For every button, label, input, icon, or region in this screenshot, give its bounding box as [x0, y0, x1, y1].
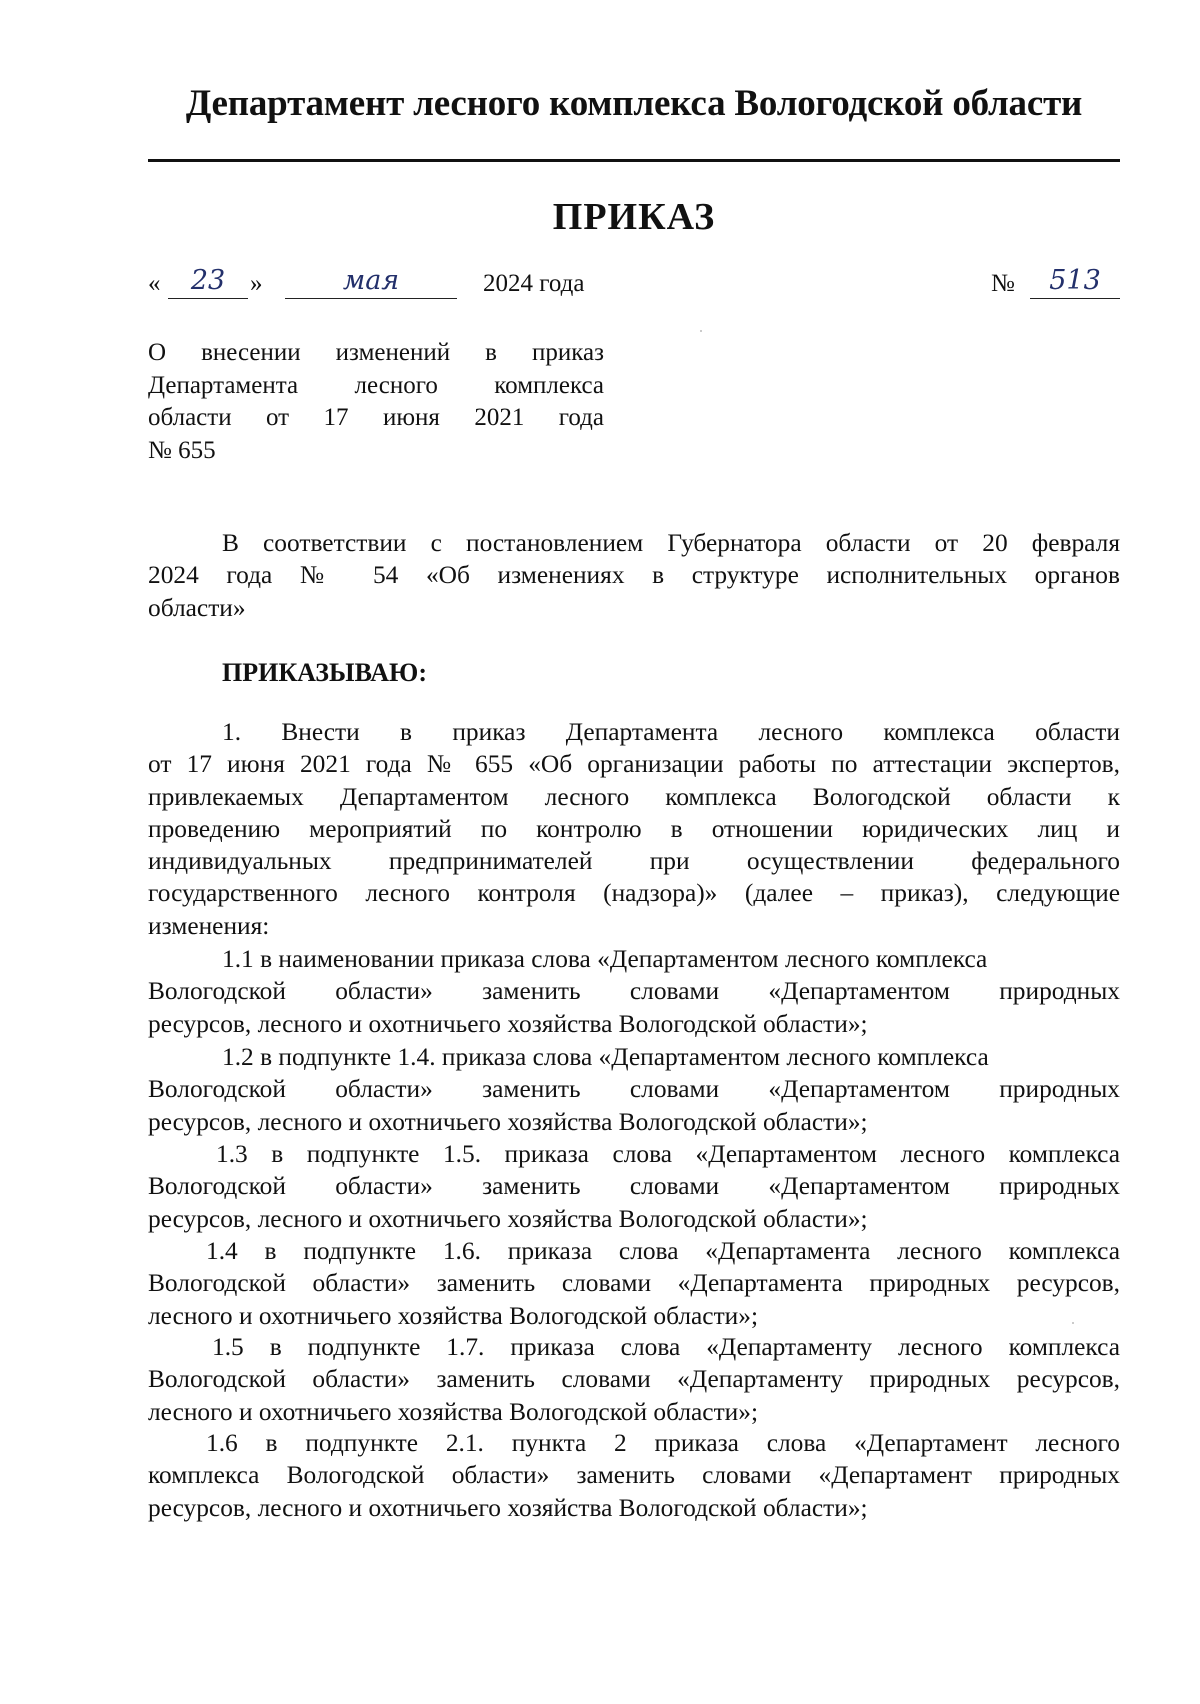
- date-open-quote: «: [148, 270, 161, 297]
- scan-speck: [1072, 1322, 1074, 1324]
- preamble-line: 2024 года № 54 «Об изменениях в структуре исполнительных органов: [148, 561, 1120, 590]
- item-line: Вологодской области» заменить словами «Департаменту природных ресурсов,: [148, 1365, 1120, 1394]
- order-item-1-4: [148, 1235, 1120, 1332]
- item-line: ресурсов, лесного и охотничьего хозяйства Вологодской области»;: [148, 1493, 868, 1522]
- order-item-1-5: [148, 1331, 1120, 1428]
- date-year: 2024 года: [483, 270, 585, 297]
- item-line: ресурсов, лесного и охотничьего хозяйства Вологодской области»;: [148, 1009, 868, 1038]
- item-line: привлекаемых Департаментом лесного комплекса Вологодской области к: [148, 782, 1120, 811]
- item-line: Вологодской области» заменить словами «Департаментом природных: [148, 1172, 1120, 1201]
- date-day-field: [168, 262, 248, 299]
- item-line: Вологодской области» заменить словами «Департаментом природных: [148, 1075, 1120, 1104]
- number-field: [1030, 262, 1120, 299]
- number-sign: №: [991, 270, 1015, 297]
- item-line: проведению мероприятий по контролю в отношении юридических лиц и: [148, 814, 1120, 843]
- order-directive: ПРИКАЗЫВАЮ:: [222, 658, 427, 687]
- subject-block: [148, 337, 604, 467]
- item-line: лесного и охотничьего хозяйства Вологодской области»;: [148, 1301, 759, 1330]
- item-line: 1.6 в подпункте 2.1. пункта 2 приказа слова «Департамент лесного: [206, 1429, 1120, 1457]
- item-line: 1.2 в подпункте 1.4. приказа слова «Департаментом лесного комплекса: [222, 1043, 989, 1071]
- item-line: Вологодской области» заменить словами «Департамента природных ресурсов,: [148, 1269, 1120, 1298]
- item-line: государственного лесного контроля (надзора)» (далее – приказ), следующие: [148, 879, 1120, 908]
- subject-line: О внесении изменений в приказ: [148, 339, 604, 366]
- item-line: 1.4 в подпункте 1.6. приказа слова «Департамента лесного комплекса: [206, 1237, 1120, 1265]
- item-line: комплекса Вологодской области» заменить словами «Департамент природных: [148, 1461, 1120, 1490]
- item-line: ресурсов, лесного и охотничьего хозяйства Вологодской области»;: [148, 1204, 868, 1233]
- date-month-field: [285, 262, 457, 299]
- order-item-1: [148, 716, 1120, 942]
- item-line: индивидуальных предпринимателей при осуществлении федерального: [148, 847, 1120, 876]
- header-rule: [148, 159, 1120, 162]
- order-item-1-2: [148, 1041, 1120, 1138]
- date-day-handwritten: 23: [190, 265, 226, 296]
- item-line: 1.1 в наименовании приказа слова «Департаментом лесного комплекса: [222, 945, 988, 973]
- department-heading: Департамент лесного комплекса Вологодской области: [185, 83, 1083, 124]
- date-month-handwritten: мая: [342, 265, 400, 296]
- item-line: 1.3 в подпункте 1.5. приказа слова «Департаментом лесного комплекса: [216, 1140, 1120, 1168]
- preamble-line: В соответствии с постановлением Губернатора области от 20 февраля: [222, 529, 1120, 557]
- item-line: лесного и охотничьего хозяйства Вологодской области»;: [148, 1397, 759, 1426]
- item-line: изменения:: [148, 911, 270, 940]
- item-line: ресурсов, лесного и охотничьего хозяйства Вологодской области»;: [148, 1107, 868, 1136]
- order-item-1-1: [148, 943, 1120, 1040]
- item-line: 1.5 в подпункте 1.7. приказа слова «Департаменту лесного комплекса: [212, 1333, 1120, 1361]
- subject-line: Департамента лесного комплекса: [148, 371, 604, 399]
- document-title: ПРИКАЗ: [552, 196, 716, 238]
- item-line: 1. Внести в приказ Департамента лесного комплекса области: [222, 718, 1120, 746]
- order-item-1-3: [148, 1138, 1120, 1235]
- date-close-quote: »: [250, 270, 263, 297]
- order-item-1-6: [148, 1427, 1120, 1524]
- item-line: Вологодской области» заменить словами «Департаментом природных: [148, 977, 1120, 1006]
- number-handwritten: 513: [1049, 265, 1101, 296]
- preamble-line: области»: [148, 593, 246, 622]
- scan-speck: [700, 330, 702, 332]
- subject-line: области от 17 июня 2021 года: [148, 404, 604, 431]
- item-line: от 17 июня 2021 года № 655 «Об организации работы по аттестации экспертов,: [148, 750, 1120, 779]
- subject-line: № 655: [148, 436, 216, 464]
